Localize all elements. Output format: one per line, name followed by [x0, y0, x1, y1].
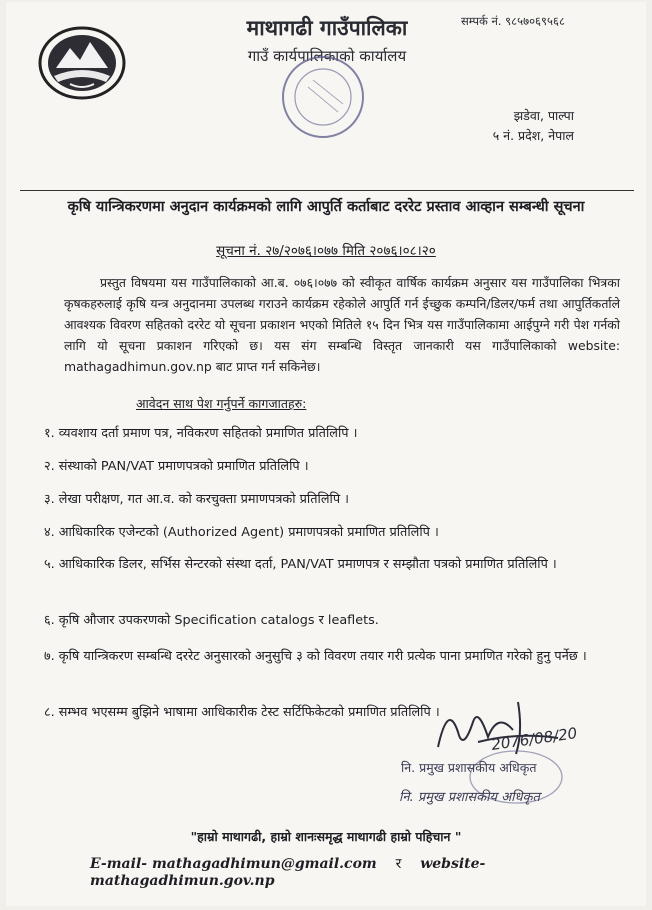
signatory-title: नि. प्रमुख प्रशासकीय अधिकृत	[401, 760, 537, 775]
office-name: माथागढी गाउँपालिका	[246, 16, 408, 40]
footer-email: E-mail- mathagadhimun@gmail.com	[90, 856, 377, 872]
notice-number-text: सूचना नं. २७/२०७६।०७७ मिति २०७६।०८।२०	[216, 243, 436, 259]
notice-page	[6, 2, 646, 906]
document-item: ६. कृषि औजार उपकरणको Specification catalogs र leaflets.	[44, 613, 379, 628]
signature-date: 2076/08/20	[490, 724, 579, 754]
document-item: २. संस्थाको PAN/VAT प्रमाणपत्रको प्रमाणित प्रतिलिपि ।	[44, 459, 309, 474]
required-documents-heading: आवेदन साथ पेश गर्नुपर्ने कागजातहरु:	[136, 396, 307, 411]
office-stamp	[268, 52, 378, 142]
office-address	[493, 106, 574, 146]
footer-website: website- mathagadhimun.gov.np	[90, 856, 486, 889]
municipality-slogan: "हाम्रो माथागढी, हाम्रो शानःसमृद्ध माथागढी हाम्रो पहिचान "	[190, 829, 462, 844]
address-line-1: झडेवा, पाल्पा	[513, 108, 574, 123]
notice-body: प्रस्तुत विषयमा यस गाउँपालिकाको आ.ब. ०७६।०७७ को स्वीकृत वार्षिक कार्यक्रम अनुसार यस गाउँपालिका भित्रका कृषकहरुलाई कृषि यन्त्र अनुदानमा उपलब्ध गराउने कार्यक्रम रहेकोले आपुर्ति गर्न ईच्छुक कम्पनि/डिलर/फर्म तथा आपुर्तिकर्ताले आवश्यक विवरण सहितको दररेट यो सूचना प्रकाशन भएको मितिले १५ दिन भित्र यस गाउँपालिकामा आईपुग्ने गरी पेश गर्नको लागि यो सूचना प्रकाशन गरिएको छ। यस संग सम्बन्धि विस्तृत जानकारी यस गाउँपालिकाको website: mathagadhimun.gov.np बाट प्राप्त गर्न सकिनेछ।	[64, 275, 620, 374]
signatory-title-stamp: नि. प्रमुख प्रशासकीय अधिकृत	[399, 790, 540, 805]
document-item: ७. कृषि यान्त्रिकरण सम्बन्धि दररेट अनुसारको अनुसुचि ३ को विवरण तयार गरी प्रत्येक पाना प्रमाणित गरेको हुनु पर्नेछ ।	[44, 649, 587, 664]
address-line-2: ५ नं. प्रदेश, नेपाल	[492, 128, 574, 143]
document-item: ३. लेखा परीक्षण, गत आ.व. को करचुक्ता प्रमाणपत्रको प्रतिलिपि ।	[44, 492, 350, 507]
document-item: ८. सम्भव भएसम्म बुझिने भाषामा आधिकारीक टेस्ट सर्टिफिकेटको प्रमाणित प्रतिलिपि ।	[44, 705, 440, 720]
header-divider	[20, 190, 634, 191]
contact-number: सम्पर्क नं. ९८५७०६९५६८	[461, 14, 565, 28]
footer-contact	[90, 854, 646, 889]
document-item: १. व्यवशाय दर्ता प्रमाण पत्र, नविकरण सहितको प्रमाणित प्रतिलिपि ।	[44, 426, 358, 441]
notice-title: कृषि यान्त्रिकरणमा अनुदान कार्यक्रमको लागि आपुर्ति कर्ताबाट दररेट प्रस्ताव आव्हान सम्बन्धी सूचना	[67, 199, 585, 215]
government-emblem-logo	[36, 24, 128, 102]
document-item: ५. आधिकारिक डिलर, सर्भिस सेन्टरको संस्था दर्ता, PAN/VAT प्रमाणपत्र र सम्झौता पत्रको प्रमाणित प्रतिलिपि ।	[44, 557, 557, 572]
footer-separator: र	[395, 856, 402, 872]
document-item: ४. आधिकारिक एजेन्टको (Authorized Agent) प्रमाणपत्रको प्रमाणित प्रतिलिपि ।	[44, 525, 439, 540]
notice-number	[6, 241, 646, 259]
office-subtitle: गाउँ कार्यपालिकाको कार्यालय	[247, 47, 407, 65]
